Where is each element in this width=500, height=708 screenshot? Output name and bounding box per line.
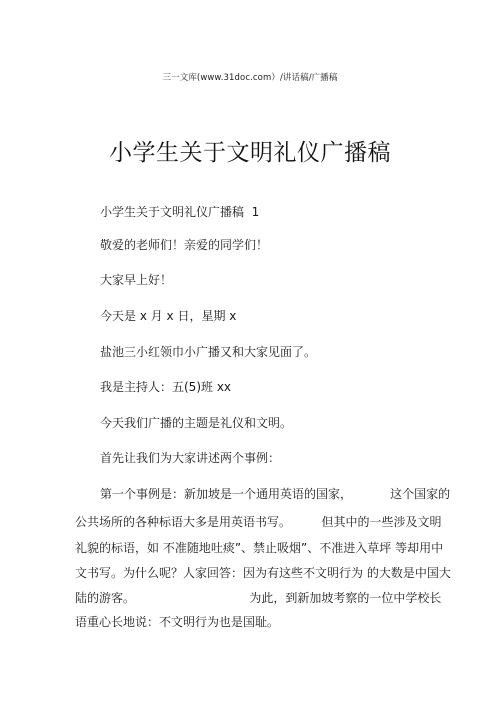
paragraph-good-morning: 大家早上好！ (100, 273, 173, 287)
paragraph-subtitle: 小学生关于文明礼仪广播稿 1 (100, 205, 260, 219)
paragraph-theme: 今天我们广播的主题是礼仪和文明。 (100, 416, 293, 430)
paragraph-examples-intro: 首先让我们为大家讲述两个事例： (100, 451, 281, 465)
document-title: 小学生关于文明礼仪广播稿 (109, 140, 391, 166)
body-line: 礼貌的标语，如 不准随地吐痰”、禁止吸烟”、不准进入草坪 等却用中 (75, 541, 444, 555)
body-line: 语重心长地说：不文明行为也是国耻。 (75, 615, 280, 629)
body-line: 第一个事例是：新加坡是一个通用英语的国家， 这个国家的 (100, 487, 451, 501)
body-line: 陆的游客。 为此，到新加坡考察的一位中学校长 (75, 591, 442, 605)
body-line: 文书写。为什么呢？人家回答：因为有这些不文明行为 的大数是中国大 (75, 566, 451, 580)
body-line: 公共场所的各种标语大多是用英语书写。 但其中的一些涉及文明 (75, 515, 442, 529)
document-source-header: 三一文库(www.31doc.com）/讲话稿/广播稿 (162, 73, 338, 83)
paragraph-greeting-teachers: 敬爱的老师们！亲爱的同学们！ (100, 238, 269, 252)
paragraph-date: 今天是 x 月 x 日，星期 x (100, 309, 237, 323)
paragraph-host: 我是主持人：五(5)班 xx (100, 380, 232, 394)
paragraph-broadcast-intro: 盐池三小红领巾小广播又和大家见面了。 (100, 345, 317, 359)
